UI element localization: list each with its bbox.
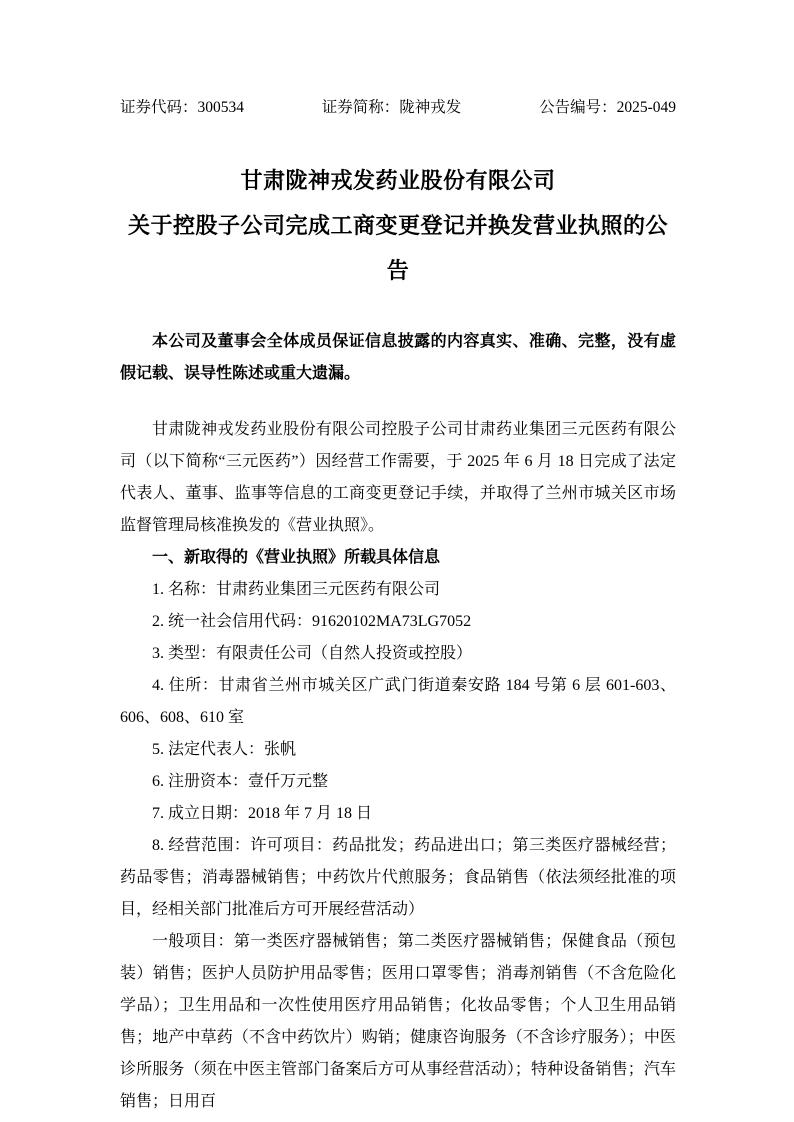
license-item-credit-code: 2. 统一社会信用代码：91620102MA73LG7052 — [152, 613, 472, 630]
company-name-title-line: 甘肃陇神戎发药业股份有限公司 — [240, 168, 556, 193]
license-item-name: 1. 名称：甘肃药业集团三元医药有限公司 — [152, 581, 441, 598]
stock-code: 证券代码：300534 — [120, 99, 245, 116]
license-item-establishment-date: 7. 成立日期：2018 年 7 月 18 日 — [152, 805, 373, 822]
announcement-number: 公告编号：2025-049 — [539, 99, 676, 116]
announcement-subject-title-line: 关于控股子公司完成工商变更登记并换发营业执照的公告 — [127, 213, 668, 283]
license-item-registered-capital: 6. 注册资本：壹仟万元整 — [152, 773, 329, 790]
document-body — [120, 414, 676, 1118]
document-title — [120, 158, 676, 293]
section-1-heading: 一、新取得的《营业执照》所载具体信息 — [152, 549, 441, 566]
disclaimer-statement: 本公司及董事会全体成员保证信息披露的内容真实、准确、完整，没有虚假记载、误导性陈述或重大遗漏。 — [120, 333, 676, 382]
license-item-legal-representative: 5. 法定代表人：张帆 — [152, 741, 297, 758]
stock-short-name: 证券简称：陇神戎发 — [321, 99, 462, 116]
document-header — [120, 97, 676, 118]
intro-paragraph: 甘肃陇神戎发药业股份有限公司控股子公司甘肃药业集团三元医药有限公司（以下简称“三元医药”）因经营工作需要，于 2025 年 6 月 18 日完成了法定代表人、董事、监事等信息的工商变更登记手续，并取得了兰州市城关区市场监督管理局核准换发的《营业执照》。 — [120, 421, 676, 534]
license-item-company-type: 3. 类型：有限责任公司（自然人投资或控股） — [152, 645, 473, 662]
general-projects-paragraph: 一般项目：第一类医疗器械销售；第二类医疗器械销售；保健食品（预包装）销售；医护人员防护用品零售；医用口罩零售；消毒剂销售（不含危险化学品）；卫生用品和一次性使用医疗用品销售；化妆品零售；个人卫生用品销售；地产中草药（不含中药饮片）购销；健康咨询服务（不含诊疗服务）；中医诊所服务（须在中医主管部门备案后方可从事经营活动）；特种设备销售；汽车销售；日用百 — [120, 933, 676, 1110]
license-item-business-scope: 8. 经营范围：许可项目：药品批发；药品进出口；第三类医疗器械经营；药品零售；消毒器械销售；中药饮片代煎服务；食品销售（依法须经批准的项目，经相关部门批准后方可开展经营活动） — [120, 837, 676, 918]
license-item-address: 4. 住所：甘肃省兰州市城关区广武门街道秦安路 184 号第 6 层 601-603、606、608、610 室 — [120, 677, 676, 726]
